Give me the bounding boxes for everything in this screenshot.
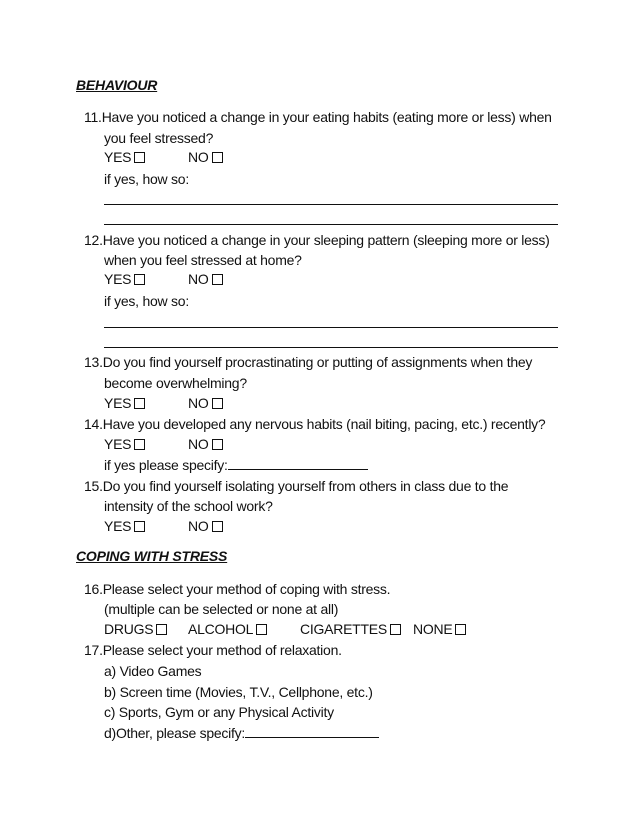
option-label: CIGARETTES (300, 621, 387, 637)
question-text: Have you developed any nervous habits (nail biting, pacing, etc.) recently? (102, 416, 546, 432)
question-text: Do you find yourself procrastinating or putting of assignments when they (102, 354, 533, 370)
q16-option-cigarettes[interactable] (300, 621, 401, 637)
no-label: NO (188, 436, 209, 452)
no-checkbox[interactable] (212, 439, 223, 450)
q12-no-option[interactable] (188, 271, 223, 287)
option-label: ALCOHOL (188, 621, 254, 637)
q11-no-option[interactable] (188, 149, 223, 165)
yes-checkbox[interactable] (134, 521, 145, 532)
yes-checkbox[interactable] (134, 398, 145, 409)
q17-specify-line[interactable] (245, 723, 379, 738)
question-text: Have you noticed a change in your eating habits (eating more or less) when (101, 109, 552, 125)
q13-yes-option[interactable] (104, 395, 145, 411)
q15-no-option[interactable] (188, 518, 223, 534)
q14-follow (104, 455, 368, 475)
option-label: NONE (413, 621, 453, 637)
q11-yes-option[interactable] (104, 149, 145, 165)
question-12 (84, 230, 550, 250)
none-checkbox[interactable] (455, 624, 466, 635)
no-label: NO (188, 518, 209, 534)
question-16 (84, 579, 390, 599)
question-number: 11. (84, 109, 102, 125)
question-17 (84, 640, 342, 660)
question-number: 14. (84, 416, 103, 432)
q11-answer-line-1[interactable] (104, 204, 558, 205)
question-16-line2: (multiple can be selected or none at all) (104, 601, 339, 617)
question-text: Please select your method of coping with stress. (102, 581, 391, 597)
question-11 (84, 107, 552, 127)
question-number: 13. (84, 354, 103, 370)
q17-other-label: d)Other, please specify: (104, 725, 246, 741)
yes-label: YES (104, 436, 132, 452)
q11-answer-line-2[interactable] (104, 224, 558, 225)
no-checkbox[interactable] (212, 398, 223, 409)
q14-follow-label: if yes please specify: (104, 457, 228, 473)
yes-label: YES (104, 518, 132, 534)
q11-follow-label: if yes, how so: (104, 171, 189, 187)
question-text: Do you find yourself isolating yourself from others in class due to the (102, 478, 509, 494)
yes-label: YES (104, 271, 132, 287)
no-checkbox[interactable] (212, 152, 223, 163)
q17-option-screen-time[interactable]: b) Screen time (Movies, T.V., Cellphone, etc.) (104, 684, 373, 700)
yes-checkbox[interactable] (134, 439, 145, 450)
yes-checkbox[interactable] (134, 152, 145, 163)
alcohol-checkbox[interactable] (256, 624, 267, 635)
question-number: 15. (84, 478, 103, 494)
no-label: NO (188, 395, 209, 411)
q17-option-other[interactable] (104, 723, 379, 743)
q12-yes-option[interactable] (104, 271, 145, 287)
q14-yes-option[interactable] (104, 436, 145, 452)
q13-no-option[interactable] (188, 395, 223, 411)
q16-option-alcohol[interactable] (188, 621, 267, 637)
q16-option-none[interactable] (413, 621, 466, 637)
question-15 (84, 476, 508, 496)
no-label: NO (188, 271, 209, 287)
option-label: DRUGS (104, 621, 154, 637)
q15-yes-option[interactable] (104, 518, 145, 534)
question-13 (84, 352, 532, 372)
question-13-line2: become overwhelming? (104, 375, 247, 391)
drugs-checkbox[interactable] (156, 624, 167, 635)
q12-answer-line-2[interactable] (104, 347, 558, 348)
section-heading-behaviour: BEHAVIOUR (76, 77, 158, 93)
yes-checkbox[interactable] (134, 274, 145, 285)
question-number: 12. (84, 232, 103, 248)
q16-option-drugs[interactable] (104, 621, 167, 637)
cigarettes-checkbox[interactable] (390, 624, 401, 635)
q12-follow-label: if yes, how so: (104, 293, 189, 309)
question-14 (84, 414, 545, 434)
question-text: Please select your method of relaxation. (102, 642, 342, 658)
q17-option-sports[interactable]: c) Sports, Gym or any Physical Activity (104, 704, 334, 720)
question-text: Have you noticed a change in your sleeping pattern (sleeping more or less) (102, 232, 550, 248)
question-12-line2: when you feel stressed at home? (104, 252, 302, 268)
q17-option-video-games[interactable]: a) Video Games (104, 663, 202, 679)
q14-specify-line[interactable] (228, 455, 368, 470)
question-number: 17. (84, 642, 103, 658)
q12-answer-line-1[interactable] (104, 327, 558, 328)
section-heading-coping: COPING WITH STRESS (76, 548, 228, 564)
q14-no-option[interactable] (188, 436, 223, 452)
yes-label: YES (104, 149, 132, 165)
question-number: 16. (84, 581, 103, 597)
no-checkbox[interactable] (212, 274, 223, 285)
no-label: NO (188, 149, 209, 165)
yes-label: YES (104, 395, 132, 411)
question-15-line2: intensity of the school work? (104, 498, 273, 514)
no-checkbox[interactable] (212, 521, 223, 532)
question-11-line2: you feel stressed? (104, 130, 214, 146)
